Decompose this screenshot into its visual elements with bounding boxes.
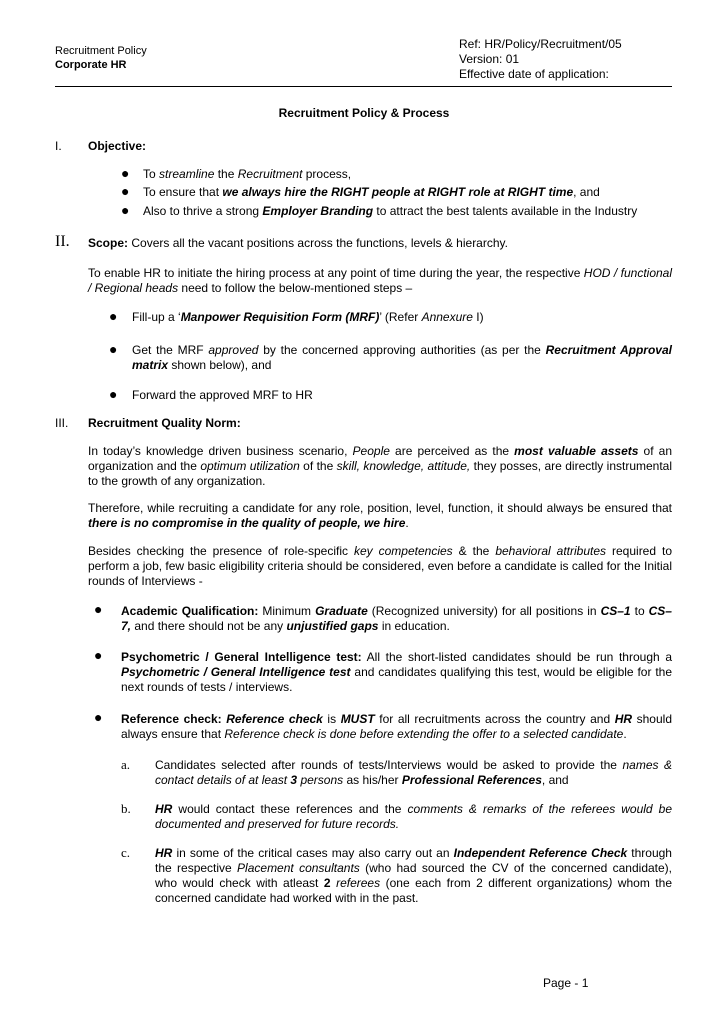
scope-bullet-1: Fill-up a ‘Manpower Requisition Form (MRF)’ (Refer Annexure I)	[132, 310, 484, 324]
section-3-number: III.	[55, 416, 69, 430]
bullet-icon: ●	[121, 202, 130, 218]
bullet-icon: ●	[121, 165, 130, 181]
scope-paragraph: To enable HR to initiate the hiring process at any point of time during the year, the respective HOD / functional / Regional heads need to follow the below-mentioned steps –	[88, 266, 673, 295]
section-2-number: II.	[55, 233, 70, 250]
sub-item-c: HR in some of the critical cases may also carry out an Independent Reference Check through the respective Placement consultants (who had sourced the CV of the concerned candidate), who would check with atleast 2 referees (one each from 2 different organizations) whom the concerned candidate had worked with in the past.	[155, 846, 673, 905]
header-left	[55, 44, 147, 72]
quality-paragraph-3: Besides checking the presence of role-specific key competencies & the behavioral attributes required to perform a job, few basic eligibility criteria should be considered, even before a candidate is called for the Initial rounds of Interviews -	[88, 544, 673, 588]
sub-item-c-label: c.	[121, 845, 131, 860]
sub-item-b: HR would contact these references and the comments & remarks of the referees would be documented and preserved for future records.	[155, 802, 673, 831]
criteria-reference: Reference check: Reference check is MUST for all recruitments across the country and HR should always ensure that Reference check is done before extending the offer to a selected candidate.	[121, 712, 672, 741]
bullet-icon: ●	[121, 183, 130, 199]
sub-item-a-label: a.	[121, 757, 131, 772]
document-title: Recruitment Policy & Process	[278, 106, 450, 120]
page-number: Page - 1	[543, 976, 589, 990]
scope-bullet-2: Get the MRF approved by the concerned approving authorities (as per the Recruitment Approval matrix shown below), and	[132, 343, 672, 372]
objective-bullet-2: To ensure that we always hire the RIGHT people at RIGHT role at RIGHT time, and	[143, 185, 600, 199]
sub-item-a: Candidates selected after rounds of tests/Interviews would be asked to provide the names & contact details of at least 3 persons as his/her Professional References, and	[155, 758, 672, 787]
section-3-heading: Recruitment Quality Norm:	[88, 416, 241, 430]
bullet-icon: ●	[94, 647, 103, 663]
sub-item-b-label: b.	[121, 801, 131, 816]
criteria-psychometric: Psychometric / General Intelligence test: All the short-listed candidates should be run through a Psychometric / General Intelligence test and candidates qualifying this test, would be eligible for the next rounds of tests / interviews.	[121, 650, 673, 694]
quality-paragraph-1: In today’s knowledge driven business scenario, People are perceived as the most valuable assets of an organization and the optimum utilization of the skill, knowledge, attitude, they posses, are directly instrumental to the growth of any organization.	[88, 444, 673, 488]
section-1-number: I.	[55, 139, 62, 153]
header-department: Corporate HR	[55, 59, 127, 71]
scope-line: Scope: Covers all the vacant positions across the functions, levels & hierarchy.	[88, 236, 508, 250]
bullet-icon: ●	[109, 386, 118, 402]
scope-bullet-3: Forward the approved MRF to HR	[132, 388, 313, 402]
bullet-icon: ●	[94, 601, 103, 617]
header-divider	[55, 86, 672, 87]
objective-bullet-1: To streamline the Recruitment process,	[143, 167, 352, 181]
header-right	[459, 37, 622, 82]
bullet-icon: ●	[109, 308, 118, 324]
objective-bullet-3: Also to thrive a strong Employer Branding to attract the best talents available in the Industry	[143, 204, 638, 218]
bullet-icon: ●	[109, 341, 118, 357]
header-version: Version: 01	[459, 52, 520, 66]
bullet-icon: ●	[94, 709, 103, 725]
section-1-heading: Objective:	[88, 139, 147, 153]
header-effective-date: Effective date of application:	[459, 67, 609, 81]
criteria-academic: Academic Qualification: Minimum Graduate (Recognized university) for all positions in CS–1 to CS–7, and there should not be any unjustified gaps in education.	[121, 604, 672, 633]
quality-paragraph-2: Therefore, while recruiting a candidate for any role, position, level, function, it should always be ensured that there is no compromise in the quality of people, we hire.	[88, 501, 672, 530]
header-ref: Ref: HR/Policy/Recruitment/05	[459, 37, 622, 51]
header-policy-name: Recruitment Policy	[55, 45, 147, 57]
